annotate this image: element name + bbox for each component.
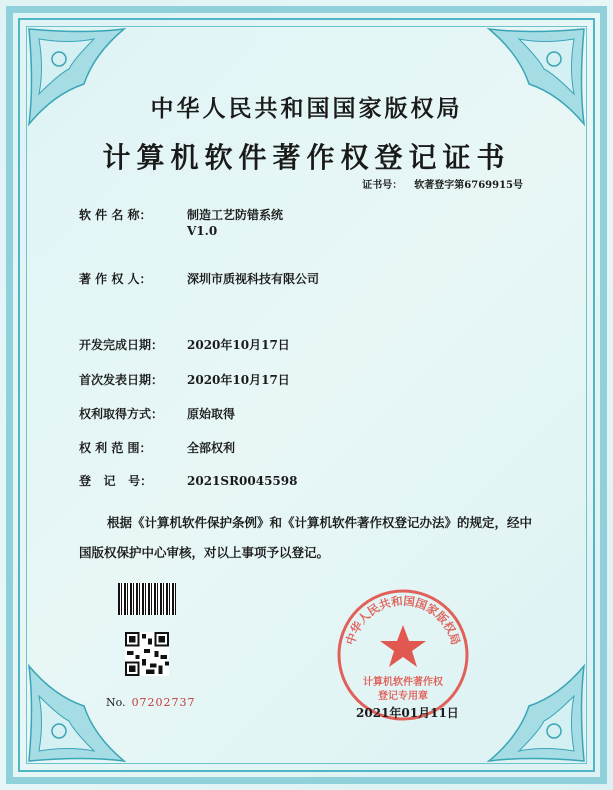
software-name-label: 软 件 名 称： — [79, 208, 152, 222]
seal-inner-line1: 计算机软件著作权 — [363, 677, 443, 688]
publish-date-value: 2020年10月17日 — [187, 373, 290, 387]
serial-number-value: 07202737 — [131, 696, 196, 709]
software-version: V1.0 — [187, 224, 218, 238]
registration-row — [79, 472, 297, 489]
owner-value: 深圳市质视科技有限公司 — [187, 272, 320, 286]
qr-code — [125, 632, 169, 676]
publish-date-row — [79, 371, 290, 388]
seal-outer-text: 中华人民共和国国家版权局 — [343, 593, 463, 647]
owner-row — [79, 270, 319, 287]
ornament-corner — [24, 656, 134, 766]
certificate-number-value: 软著登字第6769915号 — [414, 180, 523, 191]
owner-label: 著 作 权 人： — [79, 272, 152, 286]
issue-date: 2021年01月11日 — [356, 706, 459, 720]
certificate-number — [362, 176, 523, 191]
registration-value: 2021SR0045598 — [187, 474, 298, 488]
issuing-organization: 中华人民共和国国家版权局 — [150, 95, 463, 122]
software-name-row — [79, 206, 283, 223]
ornament-corner — [479, 656, 589, 766]
certificate-title: 计算机软件著作权登记证书 — [102, 141, 511, 174]
acquisition-row — [79, 405, 235, 422]
acquisition-label: 权利取得方式： — [79, 407, 164, 421]
publish-date-label: 首次发表日期： — [79, 373, 164, 387]
software-name-value: 制造工艺防错系统 — [187, 208, 284, 222]
serial-number — [106, 696, 196, 709]
serial-number-label: No. — [106, 696, 126, 709]
seal-inner-line2: 登记专用章 — [378, 691, 428, 702]
completion-date-value: 2020年10月17日 — [187, 338, 290, 352]
certificate-number-label: 证书号： — [362, 180, 403, 191]
scope-value: 全部权利 — [187, 441, 236, 455]
scope-row — [79, 439, 235, 456]
completion-date-row — [79, 336, 290, 353]
acquisition-value: 原始取得 — [187, 407, 236, 421]
completion-date-label: 开发完成日期： — [79, 338, 164, 352]
barcode — [118, 583, 176, 615]
legal-statement: 根据《计算机软件保护条例》和《计算机软件著作权登记办法》的规定，经中国版权保护中心审核，对以上事项予以登记。 — [79, 515, 533, 560]
scope-label: 权 利 范 围： — [79, 441, 152, 455]
registration-label: 登 记 号： — [79, 474, 153, 488]
